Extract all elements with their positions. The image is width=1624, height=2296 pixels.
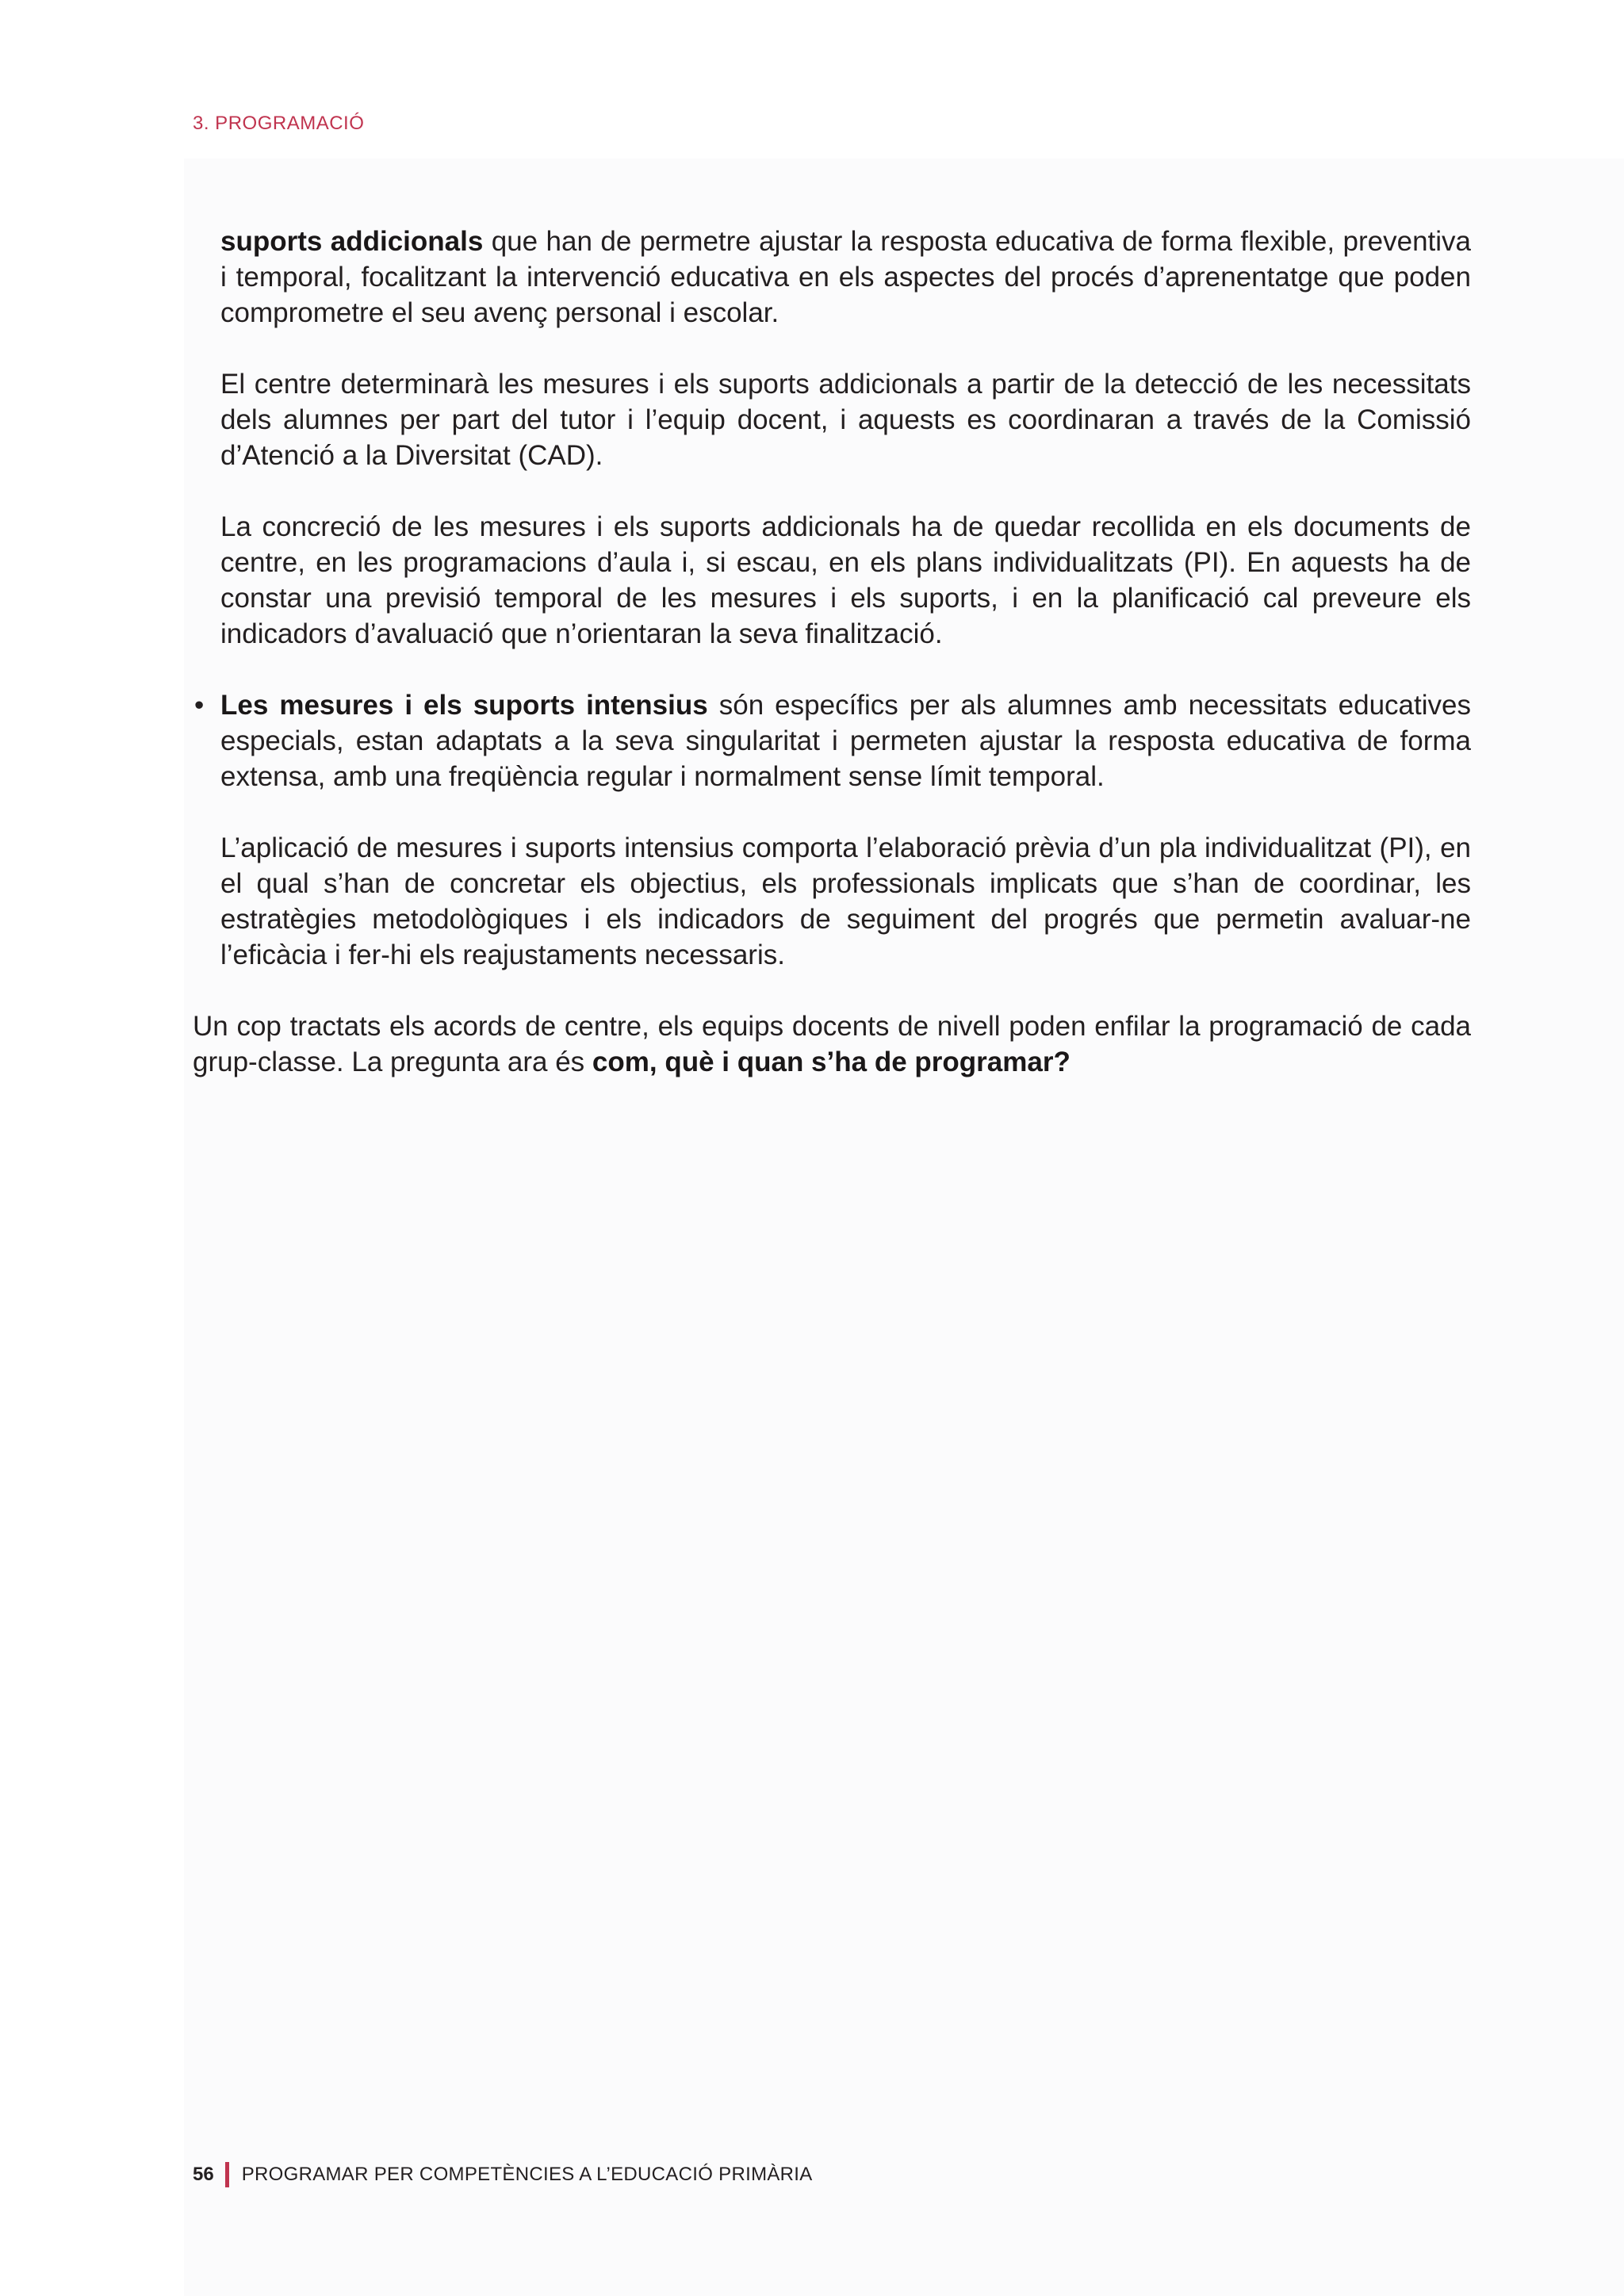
paragraph-additional-supports (193, 224, 1471, 331)
bold-question: com, què i quan s’ha de programar? (592, 1047, 1071, 1077)
paragraph-concretion: La concreció de les mesures i els suports addicionals ha de quedar recollida en els documents de centre, en les programacions d’aula i, si escau, en els plans individualitzats (PI). En aquests ha de constar una previsió temporal de les mesures i els suports, i en la planificació cal preveure els indicadors d’avaluació que n’orientaran la seva finalització. (220, 511, 1471, 649)
bold-term: Les mesures i els suports intensius (220, 690, 708, 721)
footer-divider-bar (225, 2162, 229, 2187)
page-number: 56 (193, 2164, 214, 2185)
paragraph-conclusion (193, 1008, 1471, 1080)
paragraph-centre-measures: El centre determinarà les mesures i els suports addicionals a partir de la detecció de les necessitats dels alumnes per part del tutor i l’equip docent, i aquests es coordinaran a través de la Comissió d’Atenció a la Diversitat (CAD). (220, 369, 1471, 471)
bold-term: suports addicionals (220, 226, 484, 257)
paragraph-text: Un cop tractats els acords de centre, els equips docents de nivell poden enfilar la programació de cada grup-classe. La pregunta ara és (193, 1011, 1471, 1077)
running-head: 3. PROGRAMACIÓ (193, 113, 365, 134)
paragraph-intensive-application: L’aplicació de mesures i suports intensius comporta l’elaboració prèvia d’un pla individualitzat (PI), en el qual s’han de concretar els objectius, els professionals implicats que s’han de coordinar, les estratègies metodològiques i els indicadors de seguiment del progrés que permetin avaluar-ne l’eficàcia i fer-hi els reajustaments necessaris. (220, 832, 1471, 970)
bullet-marker: • (194, 690, 205, 721)
bullet-item-intensive-supports (193, 687, 1471, 794)
paragraph-text: que han de permetre ajustar la resposta educativa de forma flexible, preventiva i temporal, focalitzant la intervenció educativa en els aspectes del procés d’aprenentatge que poden comprometre el seu avenç personal i escolar. (220, 226, 1471, 328)
publication-title: PROGRAMAR PER COMPETÈNCIES A L’EDUCACIÓ PRIMÀRIA (241, 2164, 813, 2185)
paragraph-text: són específics per als alumnes amb necessitats educatives especials, estan adaptats a la seva singularitat i permeten ajustar la resposta educativa de forma extensa, amb una freqüència regular i normalment sense límit temporal. (220, 690, 1471, 792)
page-body (193, 224, 1471, 1080)
page-footer (193, 2161, 813, 2188)
